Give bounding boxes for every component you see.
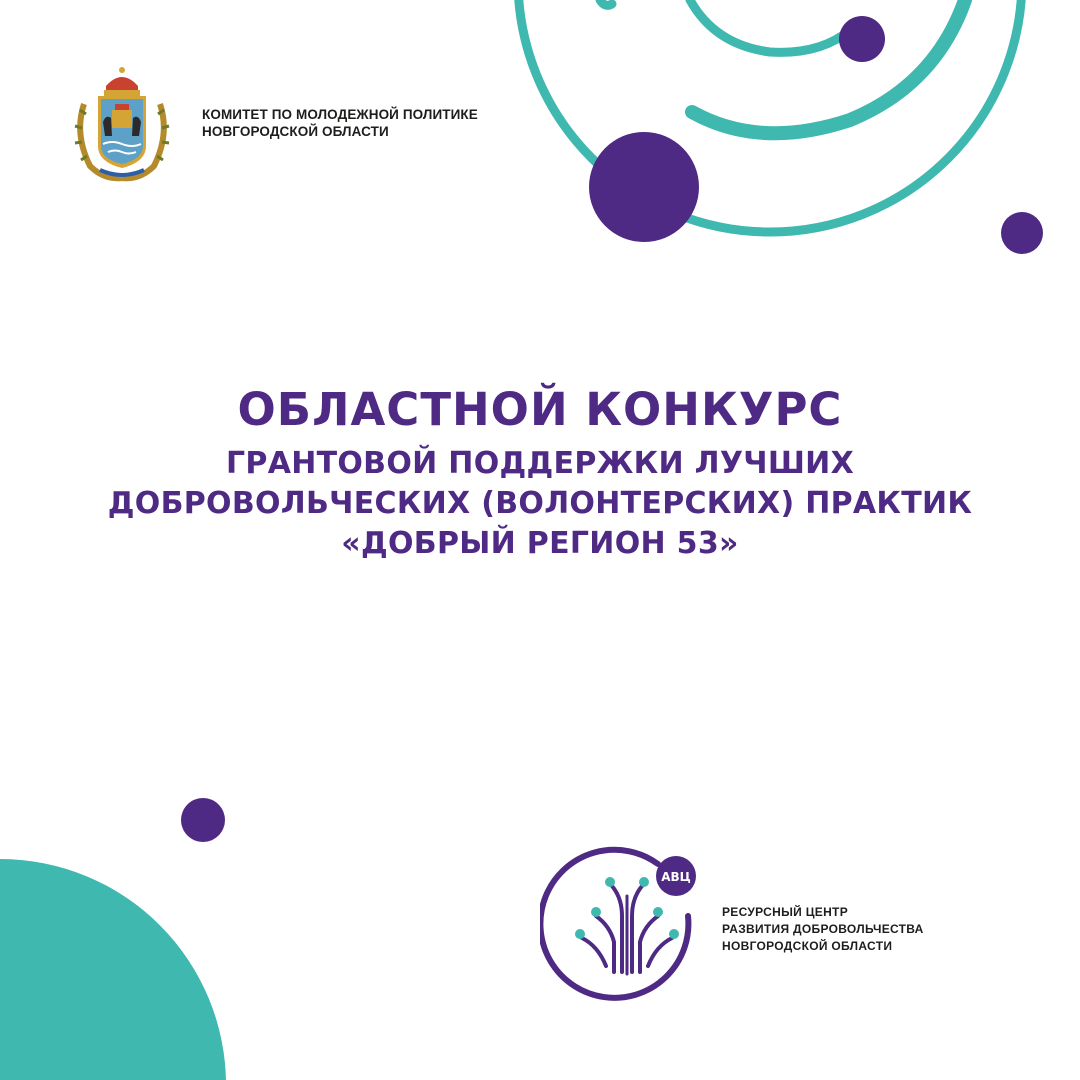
committee-line-1: КОМИТЕТ ПО МОЛОДЕЖНОЙ ПОЛИТИКЕ <box>202 107 478 122</box>
page-title: ОБЛАСТНОЙ КОНКУРС <box>237 383 843 436</box>
avc-tree-logo-icon <box>540 846 710 1016</box>
subtitle-line-1: ГРАНТОВОЙ ПОДДЕРЖКИ ЛУЧШИХ <box>225 446 855 481</box>
novgorod-coat-of-arms-icon <box>72 64 172 182</box>
subtitle-line-3: «ДОБРЫЙ РЕГИОН 53» <box>341 526 739 561</box>
purple-dot-top <box>839 16 885 62</box>
logo-badge-text: АВЦ <box>661 870 691 884</box>
header <box>72 64 478 182</box>
teal-arc-small <box>690 0 850 52</box>
teal-arc-tiny <box>600 0 612 5</box>
resource-center-name <box>722 904 924 955</box>
org-line-1: РЕСУРСНЫЙ ЦЕНТР <box>722 905 848 919</box>
committee-name <box>202 106 478 140</box>
subtitle-line-2: ДОБРОВОЛЬЧЕСКИХ (ВОЛОНТЕРСКИХ) ПРАКТИК <box>107 486 973 521</box>
purple-dot-right <box>1001 212 1043 254</box>
org-line-3: НОВГОРОДСКОЙ ОБЛАСТИ <box>722 939 893 953</box>
committee-line-2: НОВГОРОДСКОЙ ОБЛАСТИ <box>202 124 389 139</box>
purple-dot-left <box>181 798 225 842</box>
contest-subtitle <box>0 444 1080 564</box>
teal-arc-inner <box>692 0 965 133</box>
org-line-2: РАЗВИТИЯ ДОБРОВОЛЬЧЕСТВА <box>722 922 924 936</box>
contest-title <box>0 382 1080 564</box>
teal-quarter-circle <box>0 859 226 1080</box>
purple-dot-large <box>589 132 699 242</box>
